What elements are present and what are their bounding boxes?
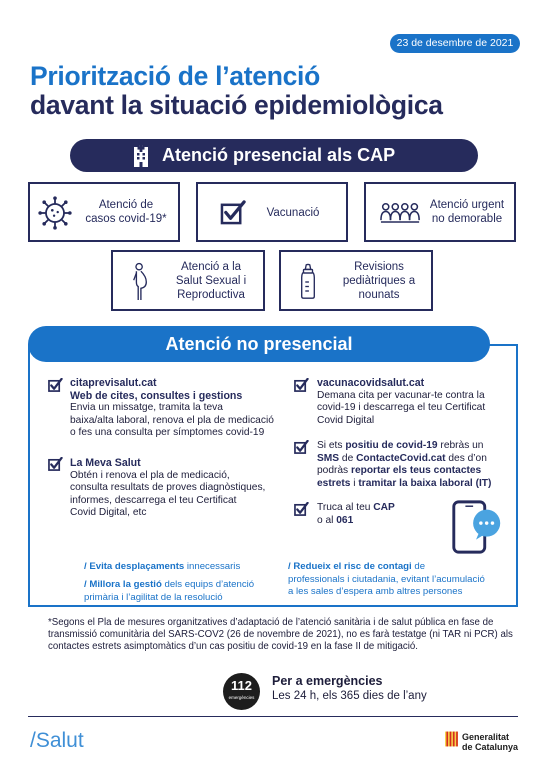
baby-bottle-icon [299, 262, 317, 302]
presencial-title: Atenció presencial als CAP [162, 145, 396, 165]
citaprevisalut-link[interactable]: citaprevisalut.cat [70, 377, 157, 389]
item-citaprevisalut: citaprevisalut.cat Web de cites, consultes i gestions Envia un missatge, tramita la teva baixa/alta laboral, renova el pla de medicació o fes una consulta per símptomes covid-19 [70, 377, 280, 440]
footer-divider [28, 716, 518, 717]
note-improve-management: / Millora la gestió dels equips d’atenció primària i l’agilitat de la resolució [84, 579, 255, 603]
card-covid-cases [28, 182, 180, 242]
card-sexual-health-text: Atenció a la Salut Sexual i Reproductiva [175, 261, 247, 301]
people-group-icon [380, 201, 422, 224]
footnote: *Segons el Pla de mesures organitzatives d’adaptació de l’atenció sanitària i de salut pública en fase de transmissió comunitària del SARS-COV2 (26 de novembre de 2021), no es farà testatge (ni TAR ni PCR) als contactes estrets asimptomàtics d’un cas positiu de covid-19 en la fase II de mitigació. [48, 617, 513, 653]
presencial-header [70, 139, 478, 172]
card-pediatric-text: Revisions pediàtriques a nounats [342, 261, 416, 301]
page-title [30, 62, 443, 120]
card-covid-text: Atenció de casos covid-19* [85, 199, 167, 225]
virus-icon [37, 195, 73, 231]
note-avoid-travel: / Evita desplaçaments innecessaris [84, 561, 241, 572]
emergency-subtitle: Les 24 h, els 365 dies de l’any [272, 690, 427, 702]
contactecovid-link[interactable]: ContacteCovid.cat [356, 452, 446, 464]
title-line-2: davant la situació epidemiològica [30, 90, 443, 120]
no-presencial-header: Atenció no presencial [28, 326, 490, 362]
generalitat-logo-text: Generalitat de Catalunya [462, 732, 519, 752]
card-vaccination [196, 182, 348, 242]
checkbox-icon [220, 200, 247, 225]
card-sexual-health [111, 250, 265, 311]
title-line-1: Priorització de l’atenció [30, 61, 320, 91]
la-meva-salut-link[interactable]: La Meva Salut [70, 457, 141, 469]
check-icon [294, 502, 309, 516]
card-vaccination-text: Vacunació [266, 207, 320, 219]
vacunacovidsalut-link[interactable]: vacunacovidsalut.cat [317, 377, 425, 389]
card-pediatric [279, 250, 433, 311]
smartphone-chat-icon [448, 498, 506, 556]
item-vacunacovidsalut: vacunacovidsalut.cat Demana cita per vacunar-te contra la covid-19 i descarrega el teu Certificat Covid Digital [317, 377, 512, 427]
item-positive-covid: Si ets positiu de covid-19 rebràs un SMS de ContacteCovid.cat des d’on podràs reportar els teus contactes estrets i tramitar la baixa laboral (IT) [317, 440, 492, 489]
item-call-cap: Truca al teu CAP o al 061 [317, 502, 395, 526]
card-urgent-text: Atenció urgent no demorable [429, 199, 505, 225]
check-icon [294, 378, 309, 392]
card-urgent [364, 182, 516, 242]
emergency-title: Per a emergències [272, 674, 383, 688]
pregnant-woman-icon [131, 260, 149, 304]
salut-logo: /Salut [30, 729, 84, 752]
generalitat-logo-icon [445, 731, 458, 747]
note-reduce-risk: / Redueix el risc de contagi de professionals i ciutadania, evitant l’acumulació a les sales d’espera amb altres persones [288, 561, 485, 597]
check-icon [48, 457, 63, 471]
check-icon [294, 440, 309, 454]
hospital-icon [132, 145, 150, 167]
emergency-112-badge: 112 emergències [223, 673, 260, 710]
check-icon [48, 378, 63, 392]
item-la-meva-salut: La Meva Salut Obtén i renova el pla de medicació, consulta resultats de proves diagnòstiques, informes, descarrega el teu Certificat Covid Digital, etc [70, 457, 280, 520]
date-badge: 23 de desembre de 2021 [390, 34, 520, 53]
